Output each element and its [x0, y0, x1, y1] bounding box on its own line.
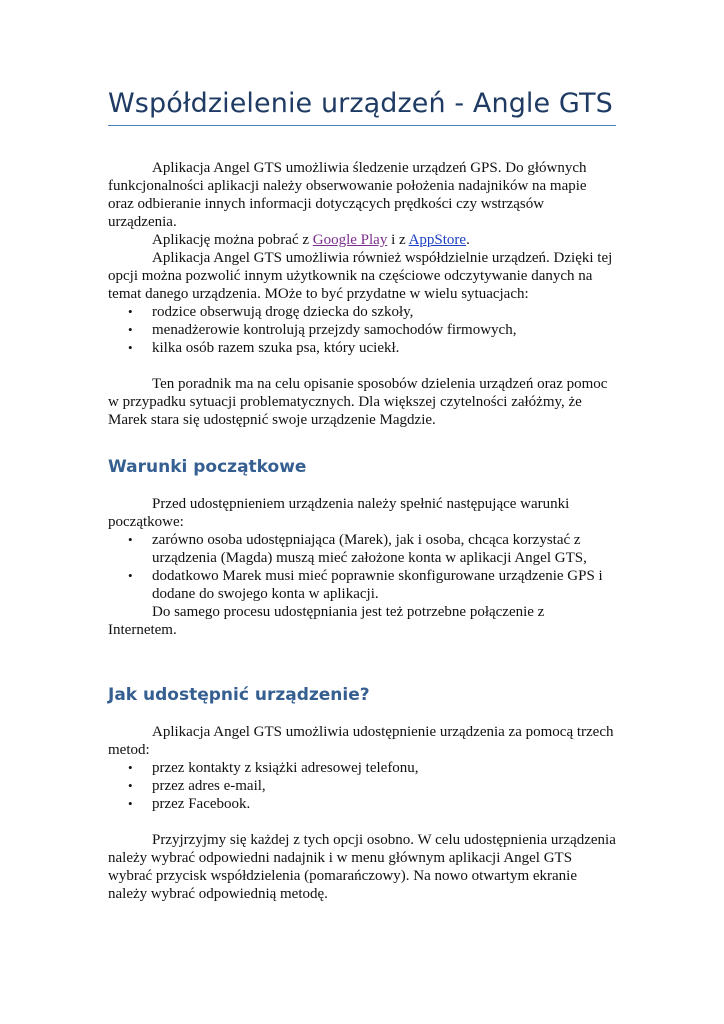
- list-item: [108, 567, 616, 603]
- document-title: Współdzielenie urządzeń - Angle GTS: [108, 88, 616, 126]
- appstore-link[interactable]: AppStore: [408, 232, 467, 248]
- download-text-suffix: .: [466, 232, 470, 248]
- list-item-text: przez adres e-mail,: [152, 778, 266, 794]
- use-cases-list: [108, 303, 616, 357]
- spacer: [108, 813, 616, 831]
- spacer: [108, 705, 616, 723]
- spacer: [108, 126, 616, 159]
- list-item-text: przez kontakty z książki adresowej telefonu,: [152, 760, 419, 776]
- section-heading-how-to-share: Jak udostępnić urządzenie?: [108, 685, 370, 705]
- list-item-text: zarówno osoba udostępniająca (Marek), jak i osoba, chcąca korzystać z urządzenia (Magda) muszą mieć założone konta w aplikacji Angel GTS,: [152, 532, 587, 566]
- share-methods-list: [108, 759, 616, 813]
- bullet-icon: •: [128, 340, 133, 355]
- list-item: [108, 303, 616, 321]
- list-item-text: dodatkowo Marek musi mieć poprawnie skonfigurowane urządzenie GPS i dodane do swojego konta w aplikacji.: [152, 568, 603, 602]
- list-item-text: przez Facebook.: [152, 796, 251, 812]
- list-item: [108, 531, 616, 567]
- spacer: [108, 639, 616, 685]
- section1-paragraph-2: Do samego procesu udostępniania jest też potrzebne połączenie z Internetem.: [108, 604, 545, 638]
- requirements-list: [108, 531, 616, 603]
- list-item-text: kilka osób razem szuka psa, który uciekł.: [152, 340, 400, 356]
- intro-paragraph-4: Ten poradnik ma na celu opisanie sposobów dzielenia urządzeń oraz pomoc w przypadku sytuacji problematycznych. Dla większej czytelności załóżmy, że Marek stara się udostępnić swoje urządzenie Magdzie.: [108, 376, 608, 428]
- google-play-link[interactable]: Google Play: [312, 232, 388, 248]
- list-item: [108, 339, 616, 357]
- bullet-icon: •: [128, 322, 133, 337]
- intro-paragraph-2: [108, 231, 616, 249]
- bullet-icon: •: [128, 568, 133, 583]
- download-text-mid: i z: [387, 232, 409, 248]
- spacer: [108, 429, 616, 457]
- section2-paragraph-2: Przyjrzyjmy się każdej z tych opcji osobno. W celu udostępnienia urządzenia należy wybrać odpowiedni nadajnik i w menu głównym aplikacji Angel GTS wybrać przycisk współdzielenia (pomarańczowy). Na nowo otwartym ekranie należy wybrać odpowiednią metodę.: [108, 832, 616, 902]
- list-item-text: rodzice obserwują drogę dziecka do szkoły,: [152, 304, 414, 320]
- list-item: [108, 777, 616, 795]
- bullet-icon: •: [128, 532, 133, 547]
- section2-paragraph-1: Aplikacja Angel GTS umożliwia udostępnienie urządzenia za pomocą trzech metod:: [108, 724, 614, 758]
- bullet-icon: •: [128, 778, 133, 793]
- section-heading-initial-conditions: Warunki początkowe: [108, 457, 307, 477]
- spacer: [108, 357, 616, 375]
- bullet-icon: •: [128, 796, 133, 811]
- intro-paragraph-1: Aplikacja Angel GTS umożliwia śledzenie urządzeń GPS. Do głównych funkcjonalności aplikacji należy obserwowanie położenia nadajników na mapie oraz odbieranie innych informacji dotyczących prędkości czy wstrząsów urządzenia.: [108, 160, 587, 230]
- list-item: [108, 795, 616, 813]
- bullet-icon: •: [128, 304, 133, 319]
- bullet-icon: •: [128, 760, 133, 775]
- list-item-text: menadżerowie kontrolują przejzdy samochodów firmowych,: [152, 322, 517, 338]
- list-item: [108, 759, 616, 777]
- intro-paragraph-3: Aplikacja Angel GTS umożliwia również współdzielnie urządzeń. Dzięki tej opcji można pozwolić innym użytkownik na częściowe odczytywanie danych na temat danego urządzenia. MOże to być przydatne w wielu sytuacjach:: [108, 250, 613, 302]
- section1-paragraph-1: Przed udostępnieniem urządzenia należy spełnić następujące warunki początkowe:: [108, 496, 570, 530]
- spacer: [108, 477, 616, 495]
- download-text-prefix: Aplikację można pobrać z: [152, 232, 313, 248]
- list-item: [108, 321, 616, 339]
